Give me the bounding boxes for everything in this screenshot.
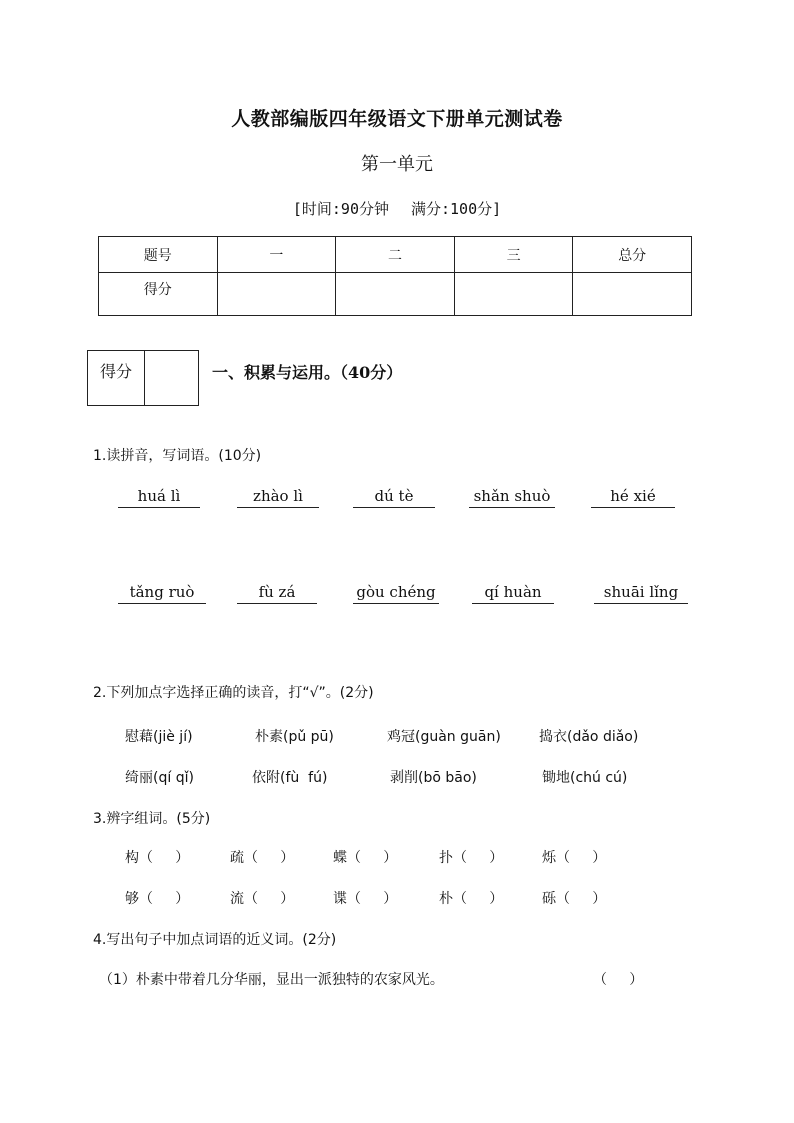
section-score-box (87, 350, 199, 406)
pinyin-blank[interactable]: shǎn shuò (469, 487, 555, 508)
pinyin-blank[interactable]: dú tè (353, 487, 435, 508)
pinyin-blank[interactable]: tǎng ruò (118, 583, 206, 604)
page-title: 人教部编版四年级语文下册单元测试卷 (231, 108, 563, 130)
score-row-label: 得分 (99, 273, 218, 316)
score-info: 满分:100分] (410, 200, 502, 218)
exam-info (0, 198, 794, 219)
word-group-blank[interactable]: 烁（ ） (542, 850, 607, 866)
pinyin-blank[interactable]: qí huàn (472, 583, 554, 604)
section-score-label: 得分 (88, 351, 145, 405)
pinyin-blank[interactable]: huá lì (118, 487, 200, 508)
reading-option[interactable]: 剥削(bō bāo) (390, 770, 477, 786)
reading-option[interactable]: 依附(fù fú) (252, 770, 328, 786)
score-cell[interactable] (573, 273, 692, 316)
reading-option[interactable]: 绮丽(qí qǐ) (125, 770, 194, 786)
pinyin-blank[interactable]: fù zá (237, 583, 317, 604)
reading-option[interactable]: 鸡冠(guàn guān) (387, 729, 501, 745)
question-4-prompt: 4.写出句子中加点词语的近义词。(2分) (93, 932, 337, 948)
question-4-item: （1）朴素中带着几分华丽，显出一派独特的农家风光。 (99, 972, 444, 988)
score-table (98, 236, 692, 316)
pinyin-blank[interactable]: hé xié (591, 487, 675, 508)
reading-option[interactable]: 朴素(pǔ pū) (255, 729, 334, 745)
score-table-header: 总分 (573, 237, 692, 273)
word-group-blank[interactable]: 扑（ ） (439, 850, 504, 866)
reading-option[interactable]: 慰藉(jiè jí) (125, 729, 193, 745)
score-cell[interactable] (336, 273, 455, 316)
word-group-blank[interactable]: 砾（ ） (542, 891, 607, 907)
question-1-prompt: 1.读拼音，写词语。(10分) (93, 448, 262, 464)
score-table-score-row (99, 273, 692, 316)
score-cell[interactable] (217, 273, 336, 316)
word-group-blank[interactable]: 蝶（ ） (333, 850, 398, 866)
score-table-header: 二 (336, 237, 455, 273)
time-info: [时间:90分钟 (292, 200, 389, 218)
word-group-blank[interactable]: 疏（ ） (230, 850, 295, 866)
pinyin-blank[interactable]: zhào lì (237, 487, 319, 508)
question-2-prompt: 2.下列加点字选择正确的读音，打“√”。(2分) (93, 685, 374, 701)
score-table-header: 一 (217, 237, 336, 273)
unit-subtitle: 第一单元 (361, 154, 433, 175)
word-group-blank[interactable]: 流（ ） (230, 891, 295, 907)
section-title: 一、积累与运用。（40分） (212, 363, 403, 382)
score-table-header: 题号 (99, 237, 218, 273)
score-table-header-row (99, 237, 692, 273)
reading-option[interactable]: 捣衣(dǎo diǎo) (539, 729, 639, 745)
synonym-answer-blank[interactable]: （ ） (593, 972, 644, 988)
pinyin-blank[interactable]: shuāi lǐng (594, 583, 688, 604)
word-group-blank[interactable]: 谍（ ） (333, 891, 398, 907)
score-cell[interactable] (454, 273, 573, 316)
score-table-header: 三 (454, 237, 573, 273)
reading-option[interactable]: 锄地(chú cú) (542, 770, 628, 786)
question-3-prompt: 3.辨字组词。(5分) (93, 811, 211, 827)
word-group-blank[interactable]: 朴（ ） (439, 891, 504, 907)
pinyin-blank[interactable]: gòu chéng (353, 583, 439, 604)
word-group-blank[interactable]: 够（ ） (125, 891, 190, 907)
word-group-blank[interactable]: 构（ ） (125, 850, 190, 866)
